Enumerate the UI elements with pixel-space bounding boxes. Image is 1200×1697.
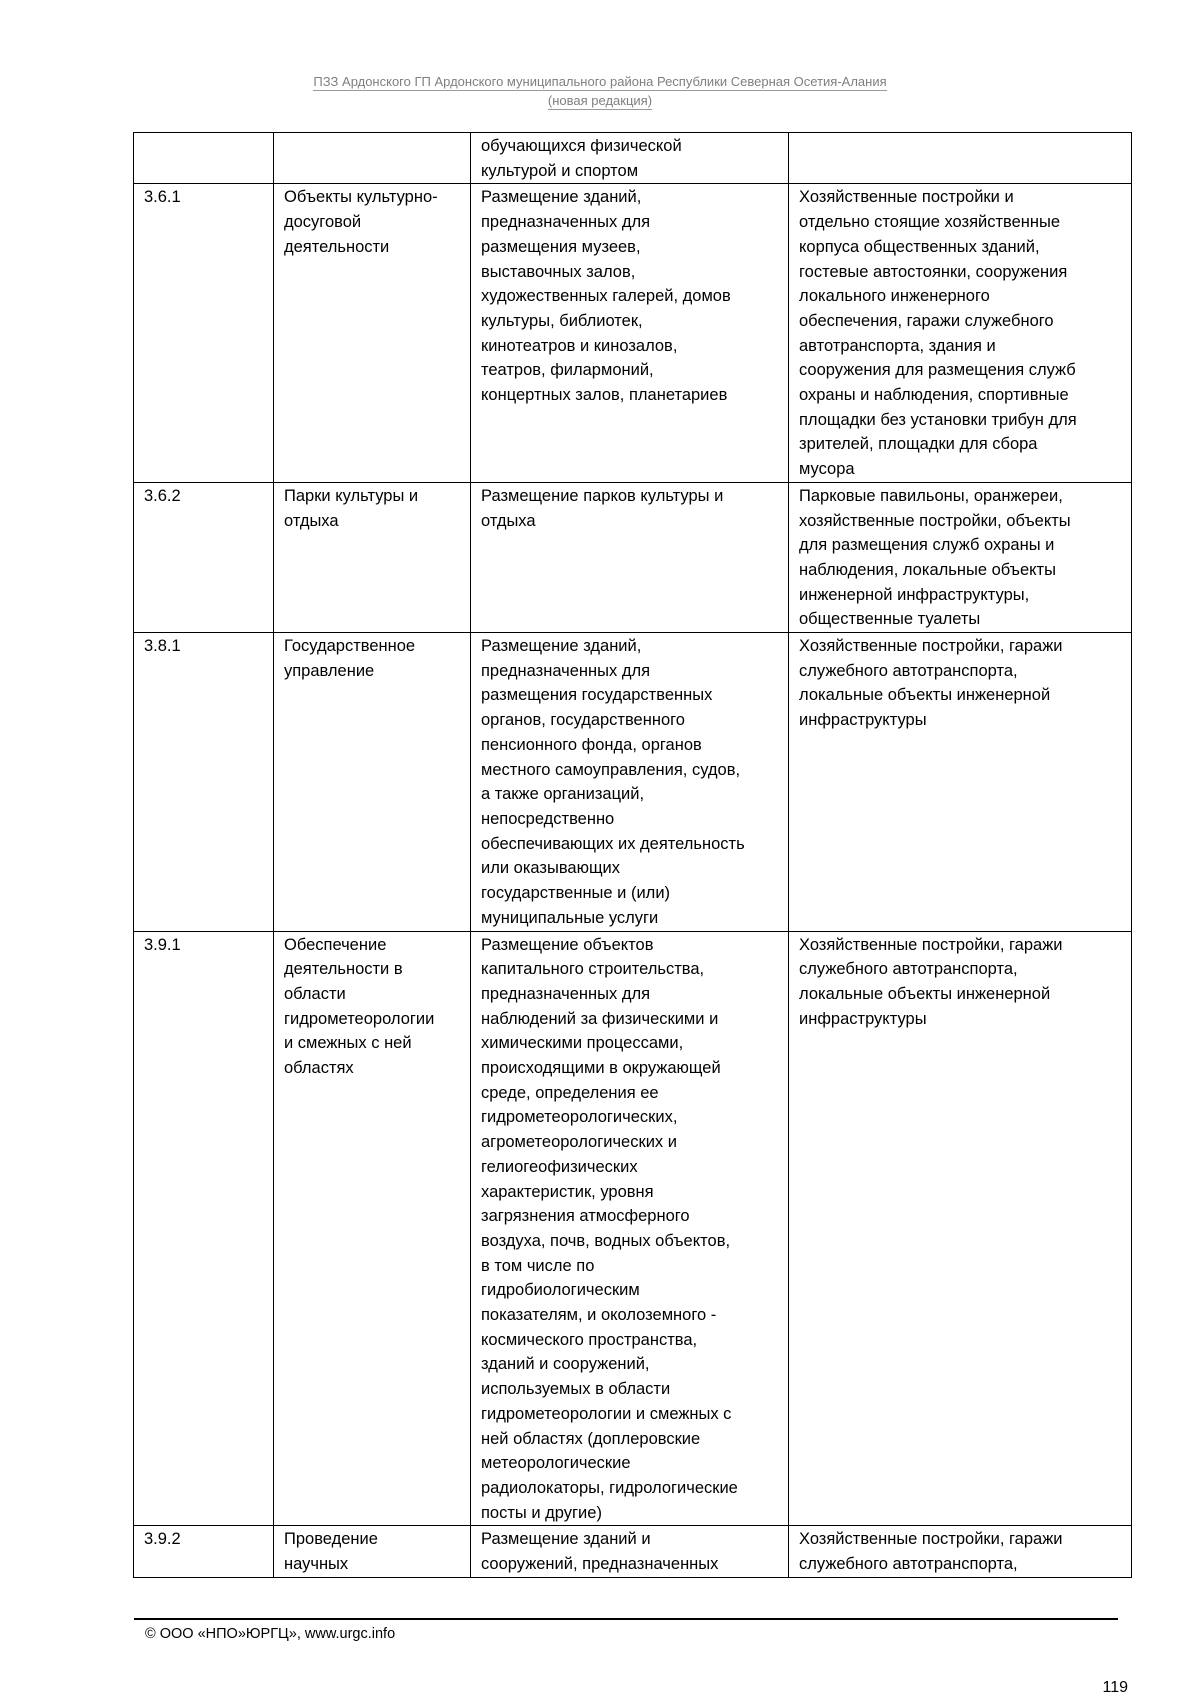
cell-text-line: предназначенных для [481,984,651,1003]
cell-text-line: 3.6.1 [144,188,181,207]
cell-text-line: органов, государственного [481,711,685,730]
cell-text-line: муниципальные услуги [481,908,659,927]
cell-text-line: предназначенных для [481,661,651,680]
cell-text-line: предназначенных для [481,213,651,232]
cell-text-line: гидробиологическим [481,1281,640,1300]
cell-text-line: ней областях (доплеровские [481,1429,701,1448]
cell-text-line: зданий и сооружений, [481,1355,650,1374]
cell-text-line: Обеспечение [284,935,387,954]
cell-text-line: гостевые автостоянки, сооружения [799,262,1068,281]
cell-text-line: областях [284,1059,354,1078]
cell-text-line: или оказывающих [481,859,620,878]
cell-text-line: метеорологические [481,1454,631,1473]
cell-text-line: гелиогеофизических [481,1157,638,1176]
page-number: 119 [1102,1679,1128,1696]
cell-text-line: обучающихся физической [481,137,682,155]
cell-text-line: используемых в области [481,1380,671,1399]
cell-text-line: посты и другие) [481,1503,602,1522]
cell-text-line: Объекты культурно- [284,188,438,207]
cell-text-line: общественные туалеты [799,610,981,629]
table-row [134,931,1132,1526]
cell-text-line: в том числе по [481,1256,595,1275]
cell-text-line: размещения музеев, [481,237,641,256]
cell-text-line: гидрометеорологических, [481,1108,678,1127]
table-row [134,1526,1132,1577]
cell-text-line: агрометеорологических и [481,1133,677,1152]
cell-description [471,931,789,1526]
cell-description [471,1526,789,1577]
cell-text-line: зрителей, площадки для сбора [799,435,1038,454]
cell-text-line: обеспечения, гаражи служебного [799,311,1054,330]
table-body [134,133,1132,1578]
cell-description [471,184,789,482]
cell-text-line: Парковые павильоны, оранжереи, [799,486,1063,505]
cell-text-line: воздуха, почв, водных объектов, [481,1231,731,1250]
cell-text-line: культурой и спортом [481,161,639,180]
cell-text-line: происходящими в окружающей [481,1059,721,1078]
cell-text-line: локальные объекты инженерной [799,984,1051,1003]
cell-text-line: Хозяйственные постройки и [799,188,1014,207]
cell-text-line: культуры, библиотек, [481,311,643,330]
cell-auxiliary [789,633,1132,931]
cell-text-line: размещения государственных [481,686,713,705]
cell-name [274,931,471,1526]
cell-text-line: художественных галерей, домов [481,287,731,306]
cell-text-line: и смежных с ней [284,1034,412,1053]
table-row [134,184,1132,482]
cell-text-line: сооружения для размещения служб [799,361,1076,380]
cell-auxiliary [789,1526,1132,1577]
cell-text-line: деятельности в [284,960,403,979]
table-row [134,633,1132,931]
cell-text-line: области [284,984,346,1003]
cell-description [471,633,789,931]
running-header [0,72,1200,110]
cell-text-line: досуговой [284,213,362,232]
cell-text-line: деятельности [284,237,390,256]
cell-text-line: служебного автотранспорта, [799,661,1018,680]
cell-text-line: непосредственно [481,809,615,828]
header-line-2: (новая редакция) [547,93,653,108]
cell-text-line: Хозяйственные постройки, гаражи [799,1530,1063,1549]
cell-code [134,633,274,931]
cell-text-line: химическими процессами, [481,1034,684,1053]
cell-text-line: управление [284,661,375,680]
cell-text-line: местного самоуправления, судов, [481,760,741,779]
cell-text-line: гидрометеорологии [284,1009,435,1028]
cell-code [134,482,274,632]
cell-text-line: загрязнения атмосферного [481,1207,690,1226]
cell-name [274,133,471,184]
cell-text-line: пенсионного фонда, органов [481,735,702,754]
cell-text-line: отдыха [481,511,536,530]
table-row [134,482,1132,632]
cell-auxiliary [789,184,1132,482]
cell-text-line: локальные объекты инженерной [799,686,1051,705]
cell-auxiliary [789,133,1132,184]
cell-auxiliary [789,482,1132,632]
cell-text-line: 3.9.1 [144,935,181,954]
cell-text-line: служебного автотранспорта, [799,1555,1018,1574]
cell-text-line: театров, филармоний, [481,361,654,380]
cell-text-line: космического пространства, [481,1330,698,1349]
cell-text-line: служебного автотранспорта, [799,960,1018,979]
cell-text-line: Парки культуры и [284,486,419,505]
cell-text-line: радиолокаторы, гидрологические [481,1478,738,1497]
cell-text-line: локального инженерного [799,287,990,306]
cell-text-line: Государственное [284,637,416,656]
cell-text-line: автотранспорта, здания и [799,336,996,355]
cell-auxiliary [789,931,1132,1526]
cell-name [274,1526,471,1577]
cell-text-line: среде, определения ее [481,1083,659,1102]
cell-text-line: хозяйственные постройки, объекты [799,511,1071,530]
cell-text-line: государственные и (или) [481,884,671,903]
cell-text-line: характеристик, уровня [481,1182,654,1201]
cell-text-line: концертных залов, планетариев [481,386,728,405]
footer-copyright: © ООО «НПО»ЮРГЦ», www.urgc.info [145,1626,396,1642]
cell-text-line: Размещение зданий и [481,1530,651,1549]
cell-text-line: капитального строительства, [481,960,705,979]
table-row [134,133,1132,184]
cell-text-line: площадки без установки трибун для [799,410,1077,429]
cell-description [471,482,789,632]
cell-name [274,482,471,632]
cell-text-line: Размещение парков культуры и [481,486,724,505]
cell-text-line: выставочных залов, [481,262,636,281]
cell-text-line: инфраструктуры [799,1009,927,1028]
cell-text-line: отдыха [284,511,339,530]
cell-text-line: показателям, и околоземного - [481,1306,717,1325]
cell-text-line: наблюдений за физическими и [481,1009,719,1028]
cell-text-line: 3.9.2 [144,1530,181,1549]
cell-text-line: мусора [799,460,855,479]
cell-text-line: Хозяйственные постройки, гаражи [799,637,1063,656]
cell-text-line: наблюдения, локальные объекты [799,560,1056,579]
cell-code [134,133,274,184]
cell-code [134,1526,274,1577]
cell-text-line: обеспечивающих их деятельность [481,834,745,853]
cell-name [274,633,471,931]
footer-divider [134,1618,1118,1620]
cell-text-line: корпуса общественных зданий, [799,237,1040,256]
cell-code [134,184,274,482]
cell-text-line: Размещение зданий, [481,188,642,207]
cell-text-line: охраны и наблюдения, спортивные [799,386,1069,405]
cell-text-line: кинотеатров и кинозалов, [481,336,678,355]
cell-name [274,184,471,482]
cell-text-line: отдельно стоящие хозяйственные [799,213,1061,232]
cell-text-line: Размещение объектов [481,935,654,954]
cell-text-line: 3.8.1 [144,637,181,656]
cell-text-line: Проведение [284,1530,378,1549]
cell-text-line: 3.6.2 [144,486,181,505]
land-use-table [133,132,1132,1578]
cell-text-line: сооружений, предназначенных [481,1555,719,1574]
cell-text-line: научных [284,1555,349,1574]
cell-text-line: инженерной инфраструктуры, [799,585,1030,604]
cell-text-line: инфраструктуры [799,711,927,730]
cell-text-line: для размещения служб охраны и [799,536,1055,555]
cell-code [134,931,274,1526]
cell-text-line: Хозяйственные постройки, гаражи [799,935,1063,954]
cell-text-line: гидрометеорологии и смежных с [481,1404,732,1423]
cell-text-line: а также организаций, [481,785,645,804]
cell-text-line: Размещение зданий, [481,637,642,656]
cell-description [471,133,789,184]
header-line-1: ПЗЗ Ардонского ГП Ардонского муниципального района Республики Северная Осетия-Алания [313,74,887,89]
